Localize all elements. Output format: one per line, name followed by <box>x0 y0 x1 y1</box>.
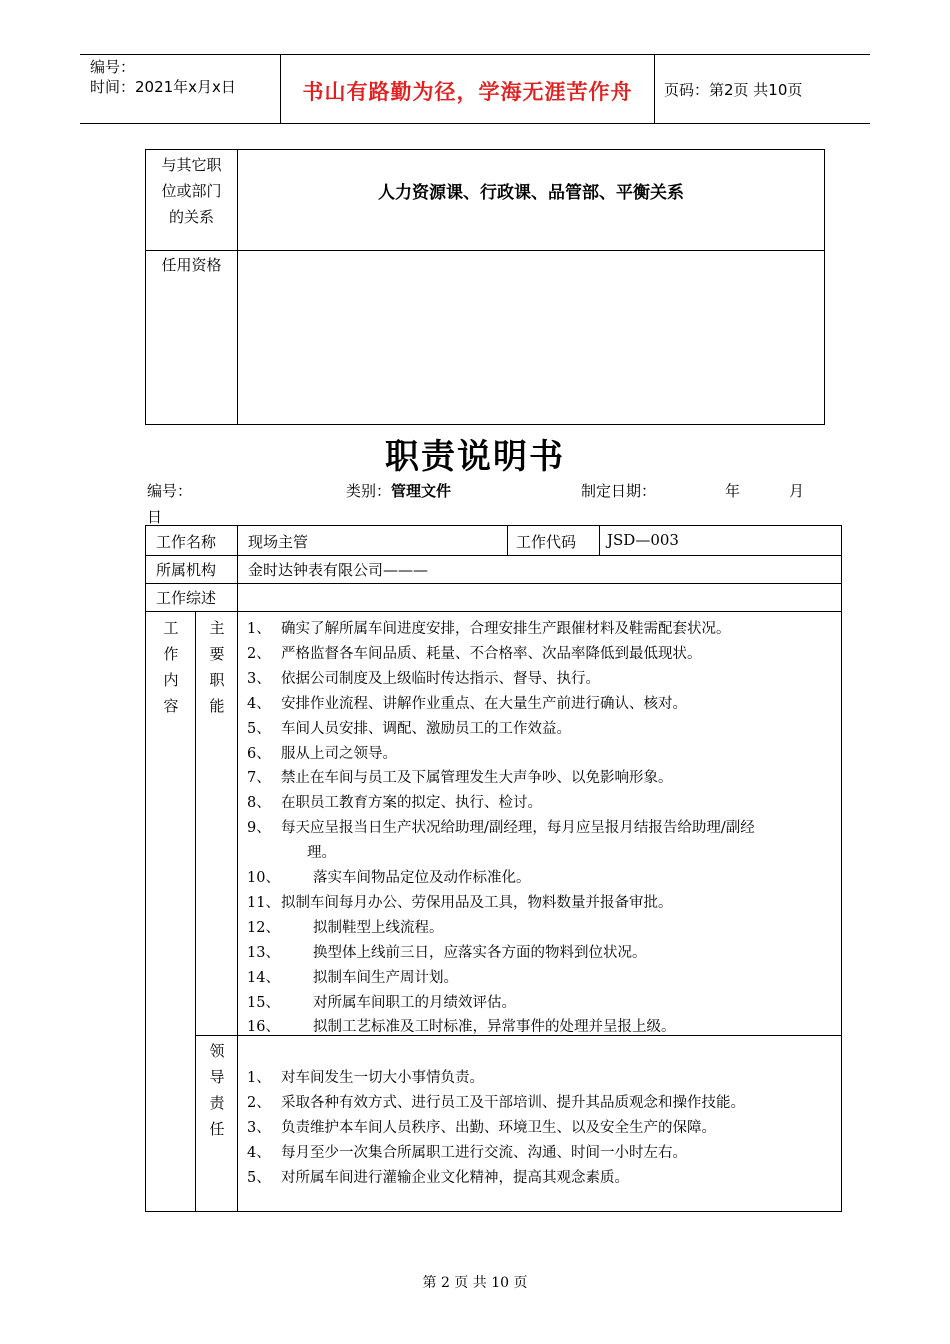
list-item-number: 4、 <box>247 695 271 712</box>
meta-day: 日 <box>147 508 163 526</box>
meta-category-value: 管理文件 <box>391 482 452 500</box>
list-item <box>247 966 458 987</box>
table-line <box>146 583 841 584</box>
table-line <box>237 526 238 611</box>
meta-number: 编号： <box>147 482 193 500</box>
content-label <box>151 615 191 719</box>
list-item-text: 采取各种有效方式、进行员工及干部培训、提升其品质观念和操作技能。 <box>281 1095 745 1111</box>
table-line <box>146 611 841 612</box>
list-item-text: 对车间发生一切大小事情负责。 <box>281 1070 484 1086</box>
summary-label: 工作综述 <box>156 589 217 607</box>
list-item-text: 理。 <box>307 845 336 862</box>
list-item-text: 落实车间物品定位及动作标准化。 <box>313 870 531 886</box>
list-item-number: 16、 <box>247 1019 280 1036</box>
list-item <box>247 816 755 837</box>
meta-year: 年 <box>725 482 741 500</box>
list-item-number: 5、 <box>247 720 271 737</box>
list-item <box>247 991 516 1012</box>
list-item <box>247 766 673 787</box>
table-line <box>146 250 824 251</box>
list-item-number: 13、 <box>247 944 280 961</box>
relation-table <box>145 149 825 425</box>
list-item-number: 1、 <box>247 1070 271 1086</box>
list-item-text: 换型体上线前三日，应落实各方面的物料到位状况。 <box>313 944 647 961</box>
list-item <box>247 692 687 713</box>
main-duty-label <box>197 615 237 719</box>
list-item-number: 2、 <box>247 1095 271 1111</box>
list-item-number: 3、 <box>247 670 271 687</box>
list-item <box>247 617 731 638</box>
lead-duty-label-char: 导 <box>209 1068 225 1086</box>
list-item <box>247 642 702 663</box>
list-item <box>247 1066 484 1087</box>
list-item-number: 12、 <box>247 919 280 936</box>
main-duty-label-char: 要 <box>209 645 225 663</box>
list-item-text: 确实了解所属车间进度安排，合理安排生产跟催材料及鞋需配套状况。 <box>281 621 731 637</box>
list-item-number: 6、 <box>247 745 271 762</box>
main-duty-label-char: 职 <box>209 671 225 689</box>
list-item <box>247 1091 745 1112</box>
list-item-number: 11、 <box>247 894 280 911</box>
list-item <box>247 1116 716 1137</box>
job-table <box>145 525 842 1212</box>
list-item-number: 10、 <box>247 870 280 886</box>
list-item-text: 安排作业流程、讲解作业重点、在大量生产前进行确认、核对。 <box>281 695 687 712</box>
main-duty-label-char: 主 <box>209 619 225 637</box>
lead-duty-label-char: 领 <box>209 1042 225 1060</box>
page-footer: 第 2 页 共 10 页 <box>422 1275 528 1291</box>
list-item <box>247 791 542 812</box>
meta-date-label: 制定日期： <box>581 482 657 500</box>
list-item-text: 拟制鞋型上线流程。 <box>313 919 444 936</box>
list-item <box>247 717 571 738</box>
list-item-text: 每月至少一次集合所属职工进行交流、沟通、时间一小时左右。 <box>281 1145 687 1161</box>
list-item <box>247 941 647 962</box>
org-label: 所属机构 <box>156 561 217 579</box>
list-item-number: 15、 <box>247 994 280 1011</box>
list-item-text: 每天应呈报当日生产状况给助理/副经理，每月应呈报月结报告给助理/副经 <box>281 820 755 837</box>
table-line <box>195 611 196 1212</box>
content-label-char: 内 <box>163 671 179 689</box>
list-item-number: 5、 <box>247 1170 271 1186</box>
list-item-number: 14、 <box>247 969 280 986</box>
list-item-number: 7、 <box>247 770 271 787</box>
job-name-value: 现场主管 <box>248 533 309 551</box>
lead-duty-label-char: 责 <box>209 1094 225 1112</box>
qualification-label: 任用资格 <box>161 256 222 274</box>
job-code-label: 工作代码 <box>516 533 577 551</box>
list-item-number: 1、 <box>247 621 271 637</box>
list-item-text: 在职员工教育方案的拟定、执行、检讨。 <box>281 795 542 812</box>
meta-category-label: 类别： <box>346 482 392 500</box>
list-item <box>273 841 336 862</box>
list-item-text: 拟制工艺标准及工时标准，异常事件的处理并呈报上级。 <box>313 1019 676 1036</box>
header-divider <box>654 55 655 123</box>
list-item-text: 对所属车间职工的月绩效评估。 <box>313 994 516 1011</box>
list-item-number: 8、 <box>247 795 271 812</box>
list-item-number: 2、 <box>247 645 271 662</box>
header-meta <box>90 57 236 97</box>
list-item-text: 严格监督各车间品质、耗量、不合格率、次品率降低到最低现状。 <box>281 645 702 662</box>
table-line <box>146 555 841 556</box>
list-item-number: 4、 <box>247 1145 271 1161</box>
content-label-char: 作 <box>163 645 179 663</box>
document-title: 职责说明书 <box>385 437 565 477</box>
job-name-label: 工作名称 <box>156 533 217 551</box>
list-item <box>247 866 531 887</box>
table-line <box>599 526 600 555</box>
list-item-number: 9、 <box>247 820 271 837</box>
list-item <box>247 1141 687 1162</box>
list-item <box>247 667 600 688</box>
list-item-text: 负责维护本车间人员秩序、出勤、环境卫生、以及安全生产的保障。 <box>281 1120 716 1136</box>
header-time: 时间：2021年x月x日 <box>90 78 236 96</box>
list-item-text: 拟制车间每月办公、劳保用品及工具，物料数量并报备审批。 <box>281 894 673 911</box>
list-item-text: 依据公司制度及上级临时传达指示、督导、执行。 <box>281 670 600 687</box>
table-line <box>507 526 508 555</box>
main-duty-label-char: 能 <box>209 697 225 715</box>
list-item-text: 禁止在车间与员工及下属管理发生大声争吵、以免影响形象。 <box>281 770 673 787</box>
page-header <box>80 54 870 124</box>
header-motto: 书山有路勤为径，学海无涯苦作舟 <box>302 80 633 104</box>
list-item <box>247 1166 629 1187</box>
meta-category <box>346 480 451 501</box>
header-page-info: 页码：第2页 共10页 <box>664 81 803 99</box>
content-label-char: 工 <box>163 619 179 637</box>
table-line <box>237 611 238 1212</box>
list-item <box>247 916 444 937</box>
lead-duty-label <box>197 1038 237 1142</box>
org-value: 金时达钟表有限公司——— <box>248 561 429 579</box>
content-label-char: 容 <box>163 697 179 715</box>
list-item-text: 车间人员安排、调配、激励员工的工作效益。 <box>281 720 571 737</box>
lead-duty-label-char: 任 <box>209 1120 225 1138</box>
list-item <box>247 891 673 912</box>
relation-label: 与其它职位或部门的关系 <box>161 156 222 226</box>
job-code-value: JSD—003 <box>607 531 679 549</box>
list-item-text: 拟制车间生产周计划。 <box>313 969 458 986</box>
list-item <box>247 742 397 763</box>
header-number: 编号： <box>90 58 136 76</box>
meta-month: 月 <box>789 482 805 500</box>
list-item-number: 3、 <box>247 1120 271 1136</box>
relation-value: 人力资源课、行政课、品管部、平衡关系 <box>378 183 684 203</box>
list-item-text: 对所属车间进行灌输企业文化精神，提高其观念素质。 <box>281 1170 629 1186</box>
list-item <box>247 1015 676 1036</box>
list-item-text: 服从上司之领导。 <box>281 745 397 762</box>
